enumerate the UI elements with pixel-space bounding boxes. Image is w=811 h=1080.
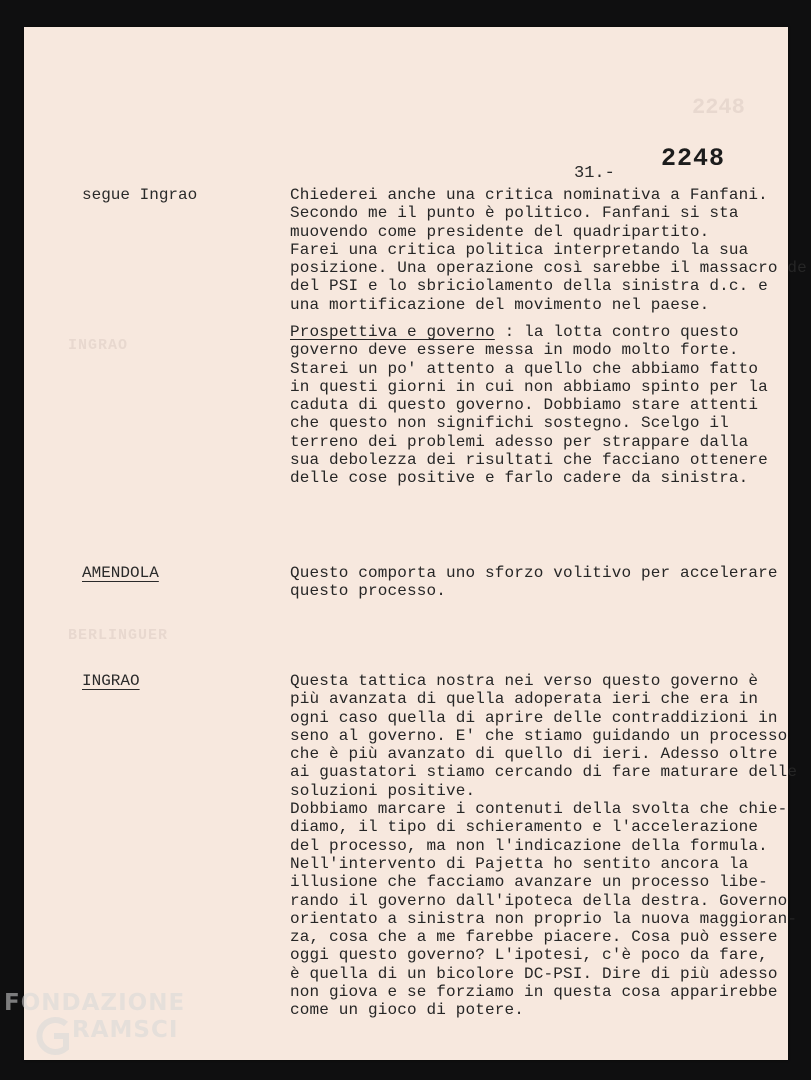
- speaker-name: segue Ingrao: [82, 186, 198, 204]
- text-line: ai guastatori stiamo cercando di fare maturare delle: [290, 763, 798, 782]
- text-fragment: : la lotta contro questo: [504, 323, 739, 341]
- text-line: sua debolezza dei risultati che facciano ottenere: [290, 451, 768, 470]
- text-line: oggi questo governo? L'ipotesi, c'è poco da fare,: [290, 946, 768, 965]
- document-number: 2248: [661, 144, 726, 173]
- page-number: 31.-: [574, 164, 615, 183]
- speech-paragraph: [290, 672, 797, 1020]
- text-line: soluzioni positive.: [290, 781, 476, 800]
- text-line: muovendo come presidente del quadripartito.: [290, 222, 710, 241]
- watermark-logo-text: RAMSCI: [72, 1017, 179, 1043]
- text-line: illusione che facciamo avanzare un processo libe-: [290, 873, 768, 892]
- text-line: non giova e se forziamo in questa cosa apparirebbe: [290, 983, 778, 1002]
- text-line: Questa tattica nostra nei verso questo governo è: [290, 672, 759, 690]
- speaker-name: INGRAO: [82, 672, 140, 690]
- text-line: Nell'intervento di Pajetta ho sentito ancora la: [290, 854, 749, 873]
- speaker-name: AMENDOLA: [82, 564, 159, 582]
- text-line: questo processo.: [290, 582, 447, 601]
- text-line: Dobbiamo marcare i contenuti della svolta che chie-: [290, 800, 788, 819]
- text-line: Chiederei anche una critica nominativa a Fanfani.: [290, 186, 768, 204]
- section-heading: Prospettiva e governo: [290, 323, 495, 341]
- watermark-g-logo-icon: [36, 1016, 70, 1056]
- text-line: ogni caso quella di aprire delle contraddizioni in: [290, 708, 778, 727]
- text-line: Secondo me il punto è politico. Fanfani si sta: [290, 204, 739, 223]
- bleed-through-number: 2248: [692, 95, 745, 120]
- text-line: caduta di questo governo. Dobbiamo stare attenti: [290, 396, 759, 415]
- text-line: governo deve essere messa in modo molto forte.: [290, 341, 739, 360]
- text-line: rando il governo dall'ipoteca della destra. Governo: [290, 891, 788, 910]
- text-line: come un gioco di potere.: [290, 1001, 525, 1020]
- text-line: Farei una critica politica interpretando la sua: [290, 240, 749, 259]
- text-line: in questi giorni in cui non abbiamo spinto per la: [290, 377, 768, 396]
- document-page: [24, 27, 807, 1060]
- text-line: orientato a sinistra non proprio la nuova maggioran-: [290, 909, 798, 928]
- text-line: Starei un po' attento a quello che abbiamo fatto: [290, 359, 759, 378]
- text-line: più avanzata di quella adoperata ieri che era in: [290, 690, 759, 709]
- text-line: delle cose positive e farlo cadere da sinistra.: [290, 469, 749, 488]
- text-line: seno al governo. E' che stiamo guidando un processo: [290, 726, 788, 745]
- text-line: za, cosa che a me farebbe piacere. Cosa può essere: [290, 928, 778, 947]
- text-line: del processo, ma non l'indicazione della formula.: [290, 836, 768, 855]
- text-line: Questo comporta uno sforzo volitivo per accelerare: [290, 564, 778, 582]
- bleed-through-name: INGRAO: [68, 337, 129, 354]
- watermark-logo-text: FONDAZIONE: [4, 990, 186, 1016]
- text-line: terreno dei problemi adesso per strappare dalla: [290, 432, 749, 451]
- text-line: è quella di un bicolore DC-PSI. Dire di più adesso: [290, 964, 778, 983]
- bleed-through-name: BERLINGUER: [68, 627, 169, 644]
- text-line: che questo non significhi sostegno. Scelgo il: [290, 414, 729, 433]
- speech-paragraph: [290, 564, 778, 601]
- text-line: che è più avanzato di quello di ieri. Adesso oltre: [290, 745, 778, 764]
- text-line: [290, 323, 768, 341]
- text-line: posizione. Una operazione così sarebbe il massacro de: [290, 259, 807, 278]
- speech-paragraph: [290, 323, 768, 488]
- text-line: del PSI e lo sbriciolamento della sinistra d.c. e: [290, 277, 768, 296]
- text-line: una mortificazione del movimento nel paese.: [290, 295, 710, 314]
- speech-paragraph: [290, 186, 807, 314]
- text-line: diamo, il tipo di schieramento e l'accelerazione: [290, 818, 759, 837]
